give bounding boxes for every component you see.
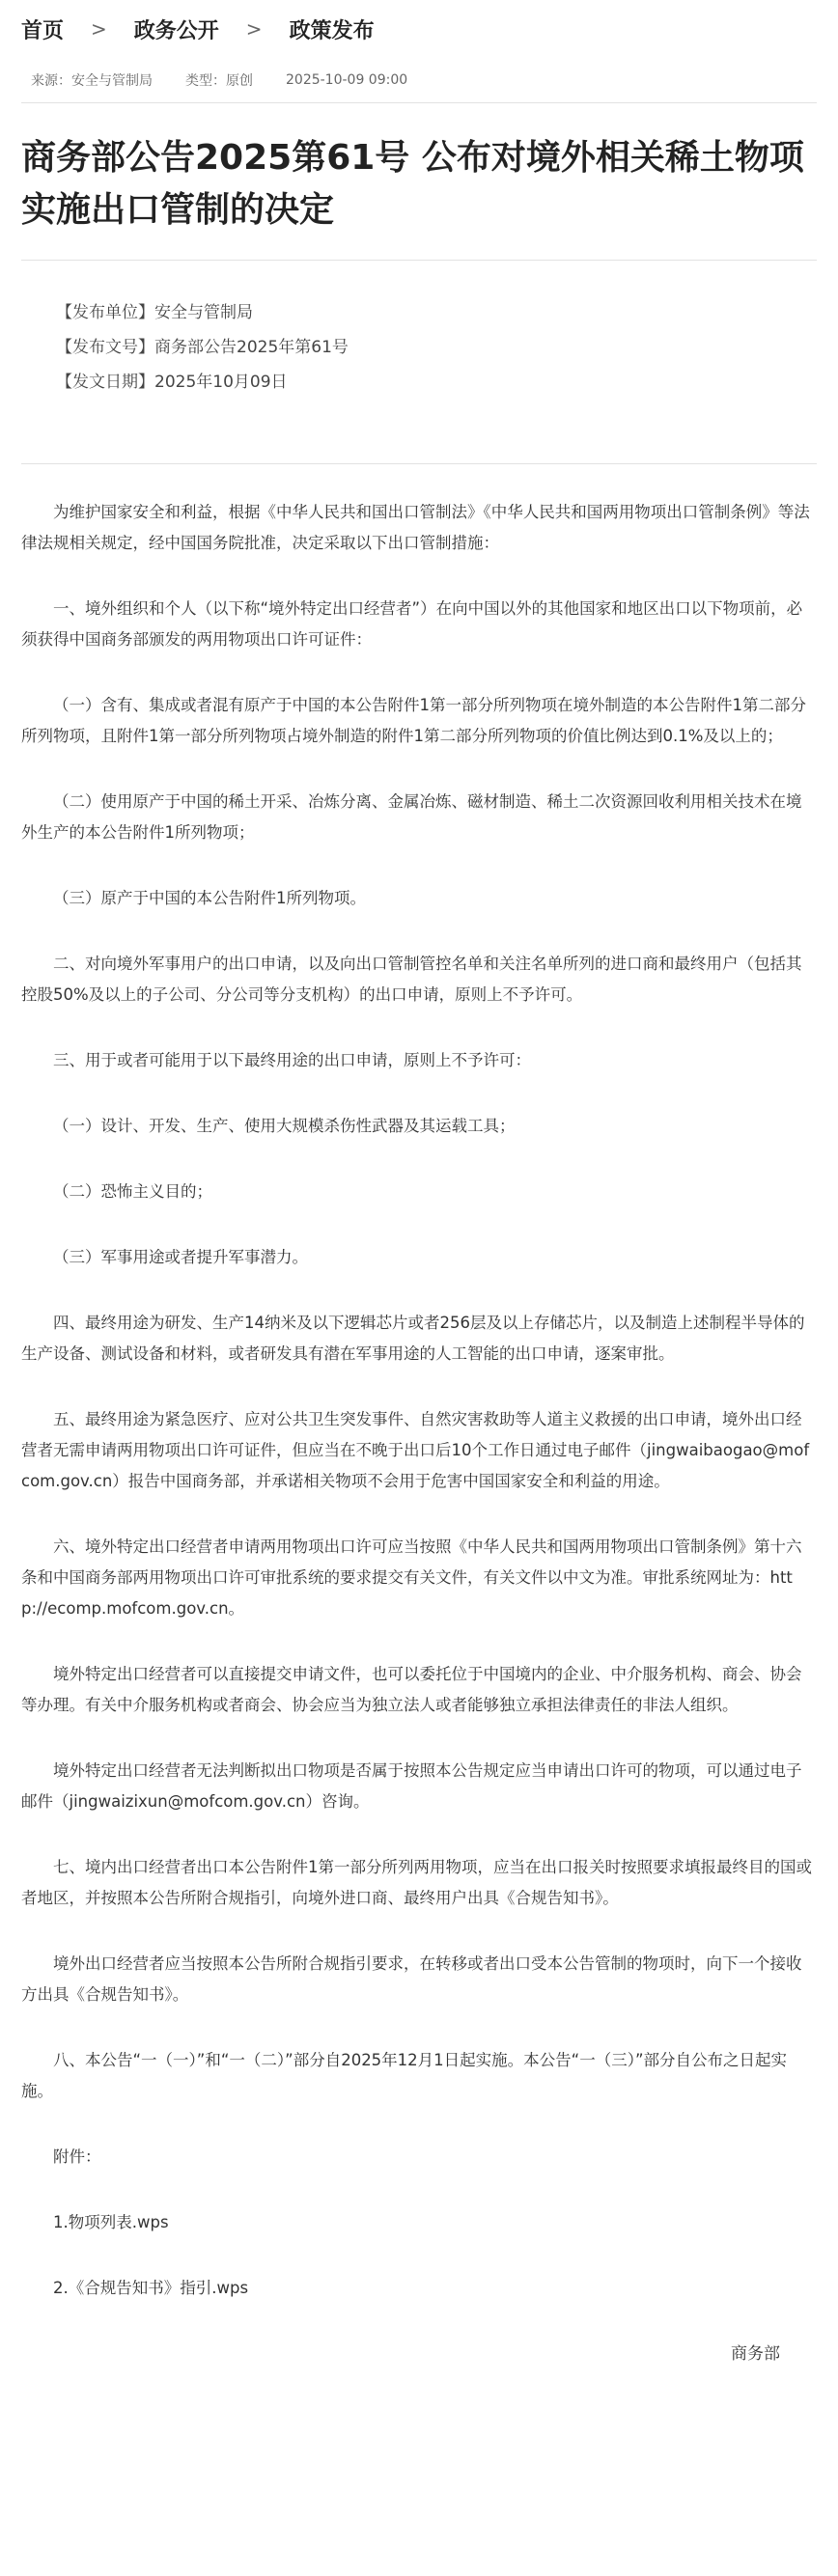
paragraph: （二）使用原产于中国的稀土开采、冶炼分离、金属冶炼、磁材制造、稀土二次资源回收利用相关技术在境外生产的本公告附件1所列物项；	[21, 792, 802, 842]
article-meta	[21, 58, 817, 103]
paragraph: 四、最终用途为研发、生产14纳米及以下逻辑芯片或者256层及以上存储芯片，以及制造上述制程半导体的生产设备、测试设备和材料，或者研发具有潜在军事用途的人工智能的出口申请，逐案审批。	[21, 1314, 805, 1363]
paragraph: 八、本公告“一（一）”和“一（二）”部分自2025年12月1日起实施。本公告“一（三）”部分自公布之日起实施。	[21, 2051, 788, 2100]
info-doc-number: 【发布文号】商务部公告2025年第61号	[56, 338, 349, 357]
meta-datetime: 2025-10-09 09:00	[286, 72, 408, 88]
attachments-label: 附件：	[53, 2147, 101, 2166]
paragraph: 五、最终用途为紧急医疗、应对公共卫生突发事件、自然灾害救助等人道主义救援的出口申请，境外出口经营者无需申请两用物项出口许可证件，但应当在不晚于出口后10个工作日通过电子邮件（jingwaibaogao@mofcom.gov.cn）报告中国商务部，并承诺相关物项不会用于危害中国国家安全和利益的用途。	[21, 1410, 810, 1490]
signature: 商务部	[731, 2344, 780, 2364]
paragraph: 七、境内出口经营者出口本公告附件1第一部分所列两用物项，应当在出口报关时按照要求填报最终目的国或者地区，并按照本公告所附合规指引，向境外进口商、最终用户出具《合规告知书》。	[21, 1858, 812, 1907]
meta-type: 类型：原创	[185, 73, 253, 89]
divider	[21, 463, 817, 464]
paragraph: （三）军事用途或者提升军事潜力。	[53, 1248, 308, 1266]
paragraph: （一）设计、开发、生产、使用大规模杀伤性武器及其运载工具；	[53, 1117, 516, 1135]
article-body	[21, 497, 817, 2304]
breadcrumb-policy-release-link[interactable]: 政策发布	[289, 18, 375, 43]
attachment-link-item-list[interactable]: 1.物项列表.wps	[53, 2213, 169, 2231]
publication-info	[21, 295, 817, 400]
paragraph: 为维护国家安全和利益，根据《中华人民共和国出口管制法》《中华人民共和国两用物项出口管制条例》等法律法规相关规定，经中国国务院批准，决定采取以下出口管制措施：	[21, 503, 810, 552]
breadcrumb-separator: >	[91, 17, 107, 41]
meta-source: 来源：安全与管制局	[31, 73, 153, 89]
paragraph: （三）原产于中国的本公告附件1所列物项。	[53, 889, 366, 907]
breadcrumb-home-link[interactable]: 首页	[21, 18, 65, 43]
paragraph: （二）恐怖主义目的；	[53, 1182, 212, 1201]
paragraph: 二、对向境外军事用户的出口申请，以及向出口管制管控名单和关注名单所列的进口商和最终用户（包括其控股50%及以上的子公司、分公司等分支机构）的出口申请，原则上不予许可。	[21, 955, 802, 1004]
paragraph: 一、境外组织和个人（以下称“境外特定出口经营者”）在向中国以外的其他国家和地区出口以下物项前，必须获得中国商务部颁发的两用物项出口许可证件：	[21, 599, 803, 649]
breadcrumb-government-affairs-link[interactable]: 政务公开	[133, 18, 219, 43]
attachment-link-compliance-guide[interactable]: 2.《合规告知书》指引.wps	[53, 2279, 249, 2297]
info-unit: 【发布单位】安全与管制局	[56, 303, 253, 322]
paragraph: 境外特定出口经营者无法判断拟出口物项是否属于按照本公告规定应当申请出口许可的物项，可以通过电子邮件（jingwaizixun@mofcom.gov.cn）咨询。	[21, 1761, 802, 1811]
paragraph: （一）含有、集成或者混有原产于中国的本公告附件1第一部分所列物项在境外制造的本公告附件1第二部分所列物项，且附件1第一部分所列物项占境外制造的附件1第二部分所列物项的价值比例达到0.1%及以上的；	[21, 696, 806, 745]
paragraph: 境外出口经营者应当按照本公告所附合规指引要求，在转移或者出口受本公告管制的物项时，向下一个接收方出具《合规告知书》。	[21, 1954, 802, 2004]
article-title: 商务部公告2025第61号 公布对境外相关稀土物项实施出口管制的决定	[21, 132, 817, 261]
breadcrumb-separator: >	[245, 17, 263, 41]
info-date: 【发文日期】2025年10月09日	[56, 373, 288, 392]
paragraph: 境外特定出口经营者可以直接提交申请文件，也可以委托位于中国境内的企业、中介服务机构、商会、协会等办理。有关中介服务机构或者商会、协会应当为独立法人或者能够独立承担法律责任的非法人组织。	[21, 1665, 802, 1714]
paragraph: 三、用于或者可能用于以下最终用途的出口申请，原则上不予许可：	[53, 1051, 531, 1069]
paragraph: 六、境外特定出口经营者申请两用物项出口许可应当按照《中华人民共和国两用物项出口管制条例》第十六条和中国商务部两用物项出口许可审批系统的要求提交有关文件，有关文件以中文为准。审批系统网址为：http://ecomp.mofcom.gov.cn。	[21, 1537, 802, 1618]
breadcrumb	[0, 0, 838, 58]
